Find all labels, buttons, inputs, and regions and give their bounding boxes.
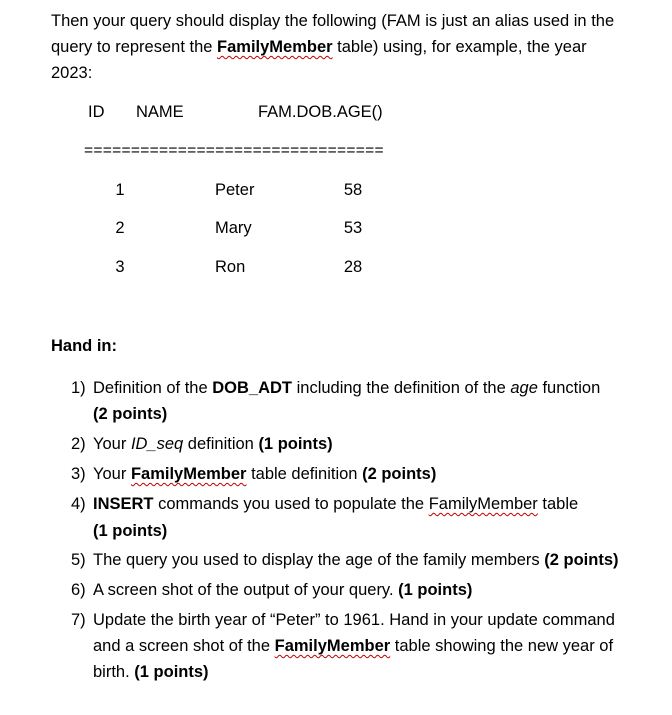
- list-item-5: 5) The query you used to display the age of the family members (2 points): [71, 551, 619, 569]
- intro-paragraph: [51, 8, 661, 86]
- table-row-3-age: 28: [343, 258, 363, 276]
- list-item-4-points: (1 points): [93, 522, 168, 540]
- intro-line-3: 2023:: [51, 64, 93, 82]
- list-item-4: 4) INSERT commands you used to populate the FamilyMember table: [71, 495, 579, 513]
- table-row-1-name: Peter: [215, 181, 255, 199]
- list-item-3: 3) Your FamilyMember table definition (2 points): [71, 465, 437, 483]
- header-id: ID: [88, 103, 105, 121]
- familymember-term: FamilyMember: [217, 38, 333, 56]
- intro-line-1: Then your query should display the following (FAM is just an alias used in the: [51, 12, 615, 30]
- list-item-7-line-2: and a screen shot of the FamilyMember table showing the new year of: [93, 637, 614, 655]
- table-row-3-id: 3: [115, 258, 125, 276]
- table-row-2-name: Mary: [215, 219, 252, 237]
- list-item-7-line-3: birth. (1 points): [93, 663, 209, 681]
- table-separator: ================================: [84, 142, 384, 159]
- table-row-2-id: 2: [115, 219, 125, 237]
- list-item-1: 1) Definition of the DOB_ADT including the definition of the age function: [71, 379, 601, 397]
- table-row-1-id: 1: [115, 181, 125, 199]
- list-item-6: 6) A screen shot of the output of your query. (1 points): [71, 581, 473, 599]
- table-row-2-age: 53: [343, 219, 363, 237]
- list-item-2: 2) Your ID_seq definition (1 points): [71, 435, 333, 453]
- hand-in-heading: Hand in:: [51, 337, 117, 355]
- header-age: FAM.DOB.AGE(): [258, 103, 383, 121]
- list-item-7: 7) Update the birth year of “Peter” to 1961. Hand in your update command: [71, 611, 615, 629]
- intro-line-2: query to represent the FamilyMember table) using, for example, the year: [51, 38, 587, 56]
- list-item-1-points: (2 points): [93, 405, 168, 423]
- table-row-3-name: Ron: [215, 258, 246, 276]
- header-name: NAME: [136, 103, 184, 121]
- table-row-1-age: 58: [343, 181, 363, 199]
